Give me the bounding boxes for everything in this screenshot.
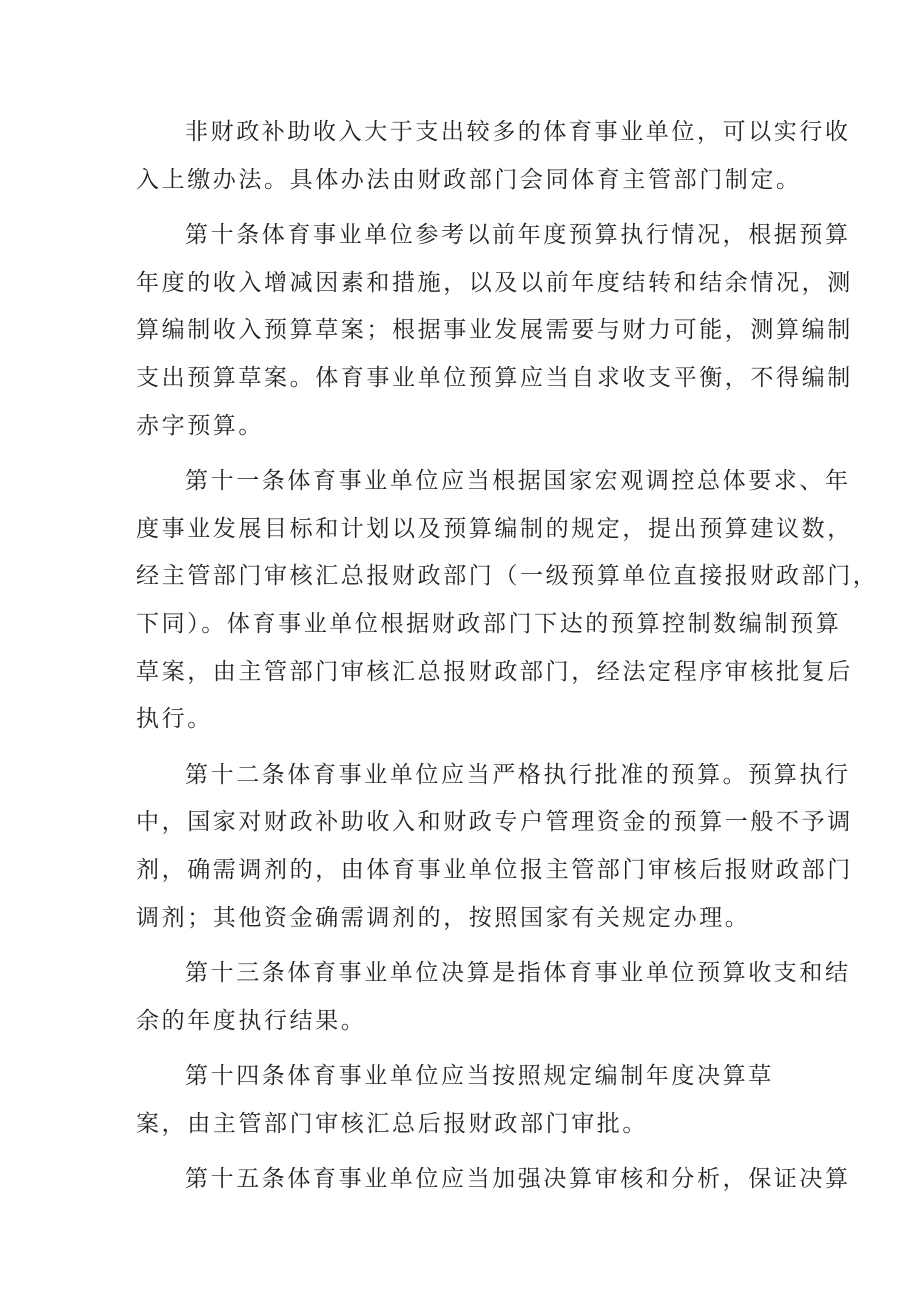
text-line: 年度的收入增减因素和措施，以及以前年度结转和结余情况，测 <box>136 269 853 296</box>
text-line: 非财政补助收入大于支出较多的体育事业单位，可以实行收 <box>185 119 851 145</box>
document-body <box>136 109 879 1204</box>
paragraph-article-12 <box>136 752 853 942</box>
paragraph-article-15 <box>136 1156 851 1204</box>
text-line: 支出预算草案。体育事业单位预算应当自求收支平衡，不得编制 <box>136 364 853 391</box>
text-line: 案，由主管部门审核汇总后报财政部门审批。 <box>136 1110 648 1137</box>
text-line: 入上缴办法。具体办法由财政部门会同体育主管部门制定。 <box>136 166 802 193</box>
text-line: 第十一条体育事业单位应当根据国家宏观调控总体要求、年 <box>185 468 851 495</box>
text-line: 第十条体育事业单位参考以前年度预算执行情况，根据预算 <box>185 222 851 249</box>
text-line: 余的年度执行结果。 <box>136 1007 367 1034</box>
paragraph-article-11 <box>136 458 879 744</box>
text-line: 草案，由主管部门审核汇总报财政部门，经法定程序审核批复后 <box>136 658 853 685</box>
text-line: 第十五条体育事业单位应当加强决算审核和分析，保证决算 <box>185 1166 851 1193</box>
text-line: 赤字预算。 <box>136 412 264 439</box>
text-line: 调剂；其他资金确需调剂的，按照国家有关规定办理。 <box>136 904 751 931</box>
text-line: 第十三条体育事业单位决算是指体育事业单位预算收支和结 <box>185 960 851 987</box>
text-line: 剂，确需调剂的，由体育事业单位报主管部门审核后报财政部门 <box>136 856 853 883</box>
text-line: 经主管部门审核汇总报财政部门（一级预算单位直接报财政部门， <box>136 563 879 590</box>
text-line: 下同）。体育事业单位根据财政部门下达的预算控制数编制预算 <box>136 610 842 637</box>
text-line: 第十二条体育事业单位应当严格执行批准的预算。预算执行 <box>185 761 851 788</box>
text-line: 执行。 <box>136 706 213 733</box>
text-line: 度事业发展目标和计划以及预算编制的规定，提出预算建议数， <box>136 515 853 542</box>
text-line: 中，国家对财政补助收入和财政专户管理资金的预算一般不予调 <box>136 809 853 836</box>
text-line: 第十四条体育事业单位应当按照规定编制年度决算草 <box>185 1063 774 1090</box>
paragraph-article-14 <box>136 1053 792 1148</box>
paragraph-1 <box>136 109 851 204</box>
paragraph-article-13 <box>136 950 851 1045</box>
text-line: 算编制收入预算草案；根据事业发展需要与财力可能，测算编制 <box>136 317 853 344</box>
paragraph-article-10 <box>136 212 853 450</box>
